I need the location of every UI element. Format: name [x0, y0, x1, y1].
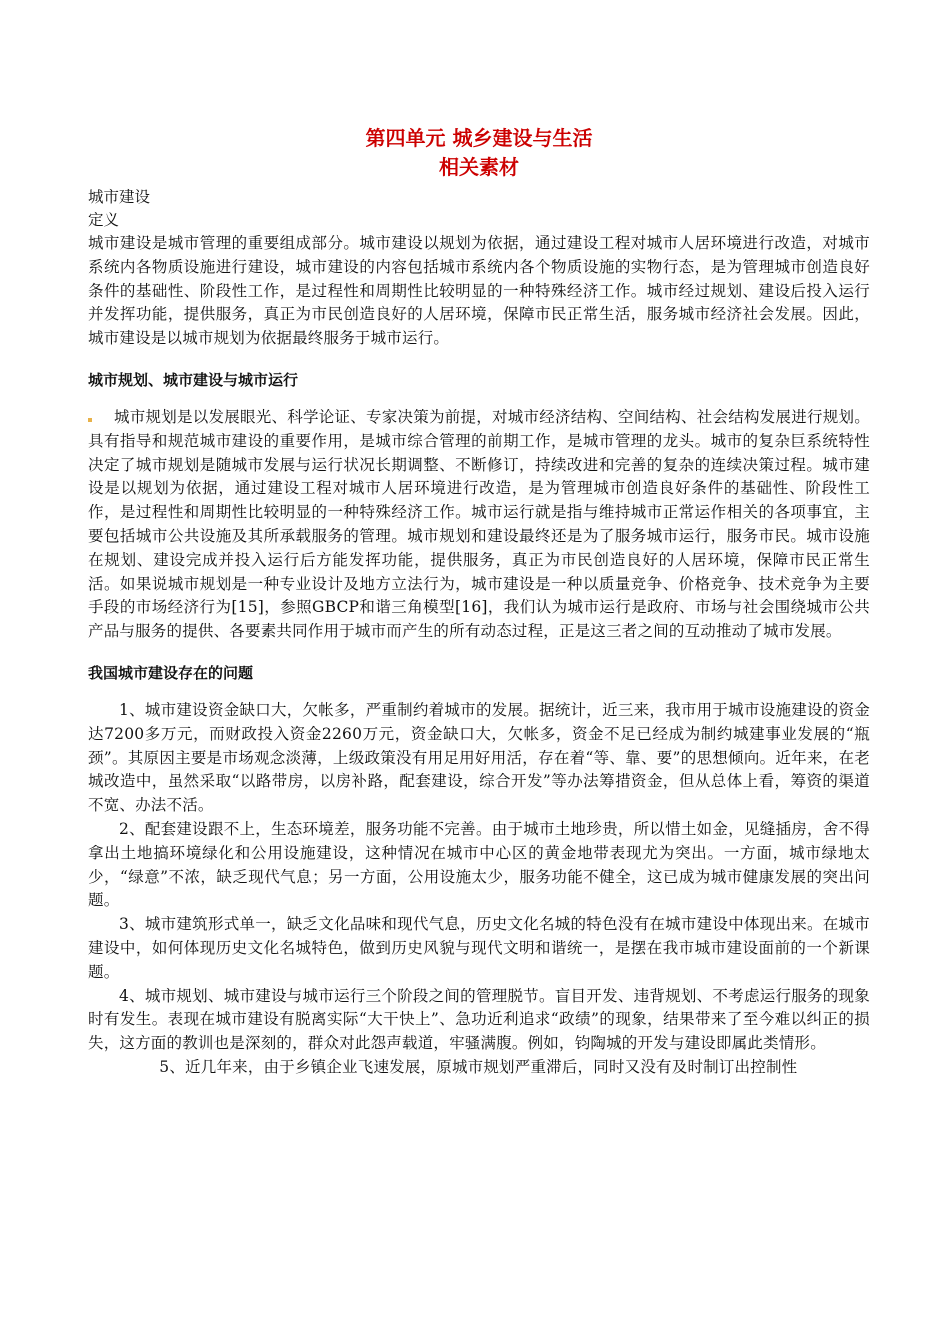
- title-line-1: 第四单元 城乡建设与生活: [365, 126, 593, 150]
- section1-heading: 城市规划、城市建设与城市运行: [88, 370, 299, 389]
- intro-subheading: 定义: [88, 211, 120, 229]
- intro-heading: 城市建设: [88, 188, 151, 206]
- problem-item: 1、城市建设资金缺口大，欠帐多，严重制约着城市的发展。据统计，近三来，我市用于城市设施建设的资金达7200多万元，而财政投入资金2260万元，资金缺口大，欠帐多，资金不足已经成为制约城建事业发展的“瓶颈”。其原因主要是市场观念淡薄，上级政策没有用足用好用活，存在着“等、靠、要”的思想倾向。近年来，在老城改造中，虽然采取“以路带房，以房补路，配套建设，综合开发”等办法筹措资金，但从总体上看，筹资的渠道不宽、办法不活。: [88, 700, 870, 815]
- problem-item: 2、配套建设跟不上，生态环境差，服务功能不完善。由于城市土地珍贵，所以惜土如金，见缝插房，舍不得拿出土地搞环境绿化和公用设施建设，这种情况在城市中心区的黄金地带表现尤为突出。一方面，城市绿地太少，“绿意”不浓，缺乏现代气息；另一方面，公用设施太少，服务功能不健全，这已成为城市健康发展的突出问题。: [88, 819, 870, 910]
- document-page: [88, 124, 870, 1080]
- intro-paragraph: 城市建设是城市管理的重要组成部分。城市建设以规划为依据，通过建设工程对城市人居环境进行改造，对城市系统内各物质设施进行建设，城市建设的内容包括城市系统内各个物质设施的实物行态，是为管理城市创造良好条件的基础性、阶段性工作，是过程性和周期性比较明显的一种特殊经济工作。城市经过规划、建设后投入运行并发挥功能，提供服务，真正为市民创造良好的人居环境，保障市民正常生活，服务城市经济社会发展。因此，城市建设是以城市规划为依据最终服务于城市运行。: [88, 234, 870, 348]
- problem-item: 3、城市建筑形式单一，缺乏文化品味和现代气息，历史文化名城的特色没有在城市建设中体现出来。在城市建设中，如何体现历史文化名城特色，做到历史风貌与现代文明和谐统一，是摆在我市城市建设面前的一个新课题。: [88, 915, 870, 981]
- section2-heading: 我国城市建设存在的问题: [88, 663, 254, 682]
- problem-item: 5、近几年来，由于乡镇企业飞速发展，原城市规划严重滞后，同时又没有及时制订出控制性: [159, 1057, 798, 1076]
- bullet-marker: [88, 418, 92, 422]
- title-line-2: 相关素材: [439, 155, 519, 179]
- document-title: [88, 124, 870, 182]
- problem-item: 4、城市规划、城市建设与城市运行三个阶段之间的管理脱节。盲目开发、违背规划、不考虑运行服务的现象时有发生。表现在城市建设有脱离实际“大干快上”、急功近利追求“政绩”的现象，结果带来了至今难以纠正的损失，这方面的教训也是深刻的，群众对此怨声载道，牢骚满腹。例如，钧陶城的开发与建设即属此类情形。: [88, 986, 870, 1053]
- section1-paragraph: [88, 406, 870, 644]
- section1-text: 城市规划是以发展眼光、科学论证、专家决策为前提，对城市经济结构、空间结构、社会结构发展进行规划。具有指导和规范城市建设的重要作用，是城市综合管理的前期工作，是城市管理的龙头。城市的复杂巨系统特性决定了城市规划是随城市发展与运行状况长期调整、不断修订，持续改进和完善的复杂的连续决策过程。城市建设是以规划为依据，通过建设工程对城市人居环境进行改造，是为管理城市创造良好条件的基础性、阶段性工作，是过程性和周期性比较明显的一种特殊经济工作。城市运行就是指与维持城市正常运作相关的各项事宜，主要包括城市公共设施及其所承载服务的管理。城市规划和建设最终还是为了服务城市运行，服务市民。城市设施在规划、建设完成并投入运行后方能发挥功能，提供服务，真正为市民创造良好的人居环境，保障市民正常生活。如果说城市规划是一种专业设计及地方立法行为，城市建设是一种以质量竞争、价格竞争、技术竞争为主要手段的市场经济行为[15]，参照GBCP和谐三角模型[16]，我们认为城市运行是政府、市场与社会围绕城市公共产品与服务的提供、各要素共同作用于城市而产生的所有动态过程，正是这三者之间的互动推动了城市发展。: [88, 407, 870, 641]
